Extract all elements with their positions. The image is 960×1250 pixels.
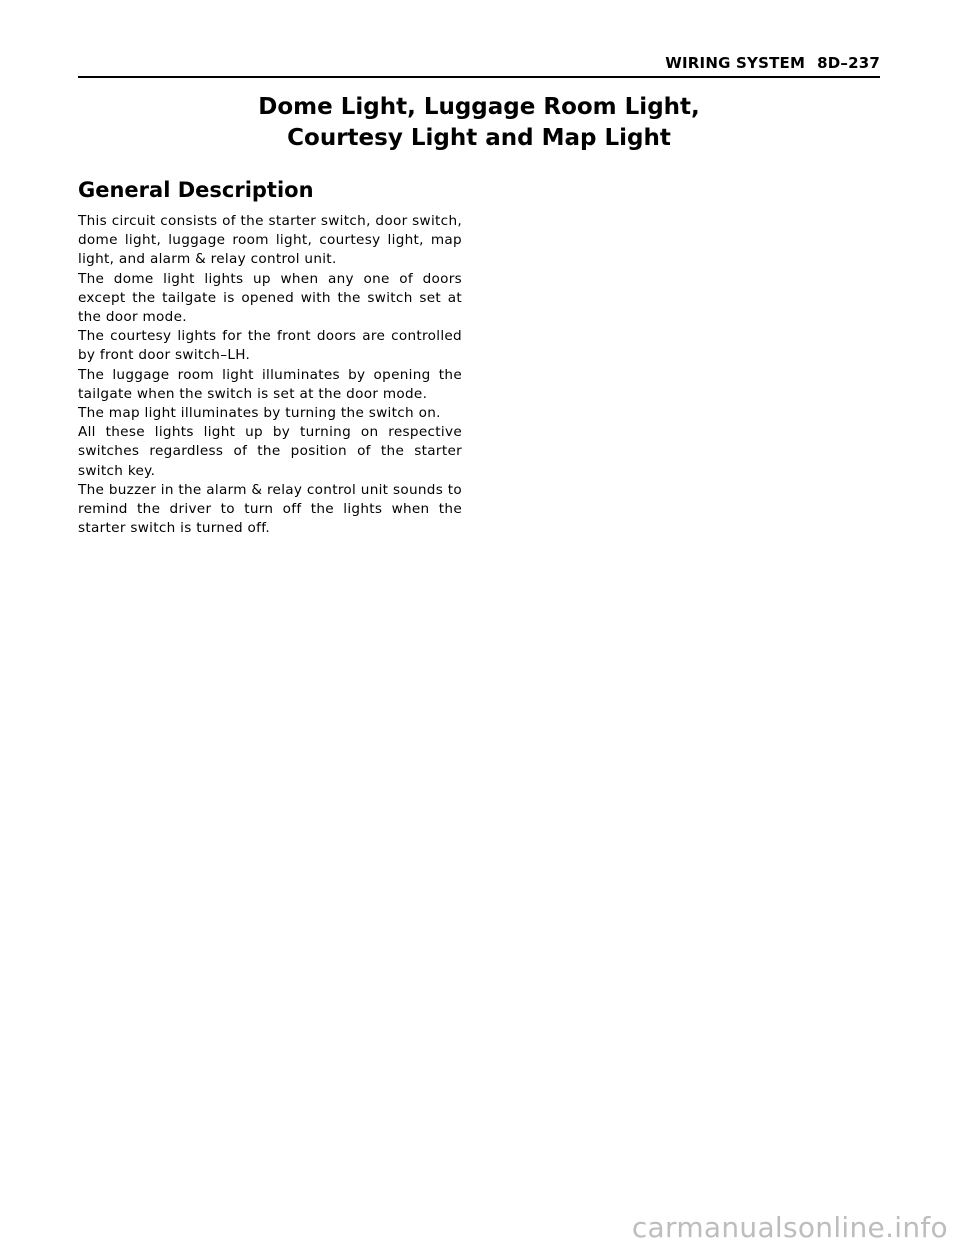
title-line-1: Dome Light, Luggage Room Light,	[258, 94, 700, 120]
page-header	[78, 54, 880, 78]
paragraph: This circuit consists of the starter switch, door switch, dome light, luggage room light, courtesy light, map light, and alarm & relay control unit.	[78, 213, 462, 268]
header-section-title: WIRING SYSTEM	[665, 54, 806, 72]
paragraph: The luggage room light illuminates by opening the tailgate when the switch is set at the door mode.	[78, 366, 462, 402]
paragraph: The courtesy lights for the front doors are controlled by front door switch–LH.	[78, 328, 462, 364]
section-heading: General Description	[78, 178, 314, 202]
document-title	[78, 92, 880, 154]
paragraph: The dome light lights up when any one of doors except the tailgate is opened with the switch set at the door mode.	[78, 270, 462, 326]
title-line-2: Courtesy Light and Map Light	[287, 125, 671, 151]
paragraph: The buzzer in the alarm & relay control unit sounds to remind the driver to turn off the lights when the starter switch is turned off.	[78, 481, 462, 537]
paragraph: All these lights light up by turning on respective switches regardless of the position of the starter switch key.	[78, 424, 462, 479]
watermark: carmanualsonline.info	[631, 1211, 948, 1244]
header-text	[665, 54, 880, 72]
header-page-number: 8D–237	[817, 54, 880, 72]
paragraph: The map light illuminates by turning the switch on.	[78, 405, 441, 422]
body-text	[78, 212, 462, 538]
